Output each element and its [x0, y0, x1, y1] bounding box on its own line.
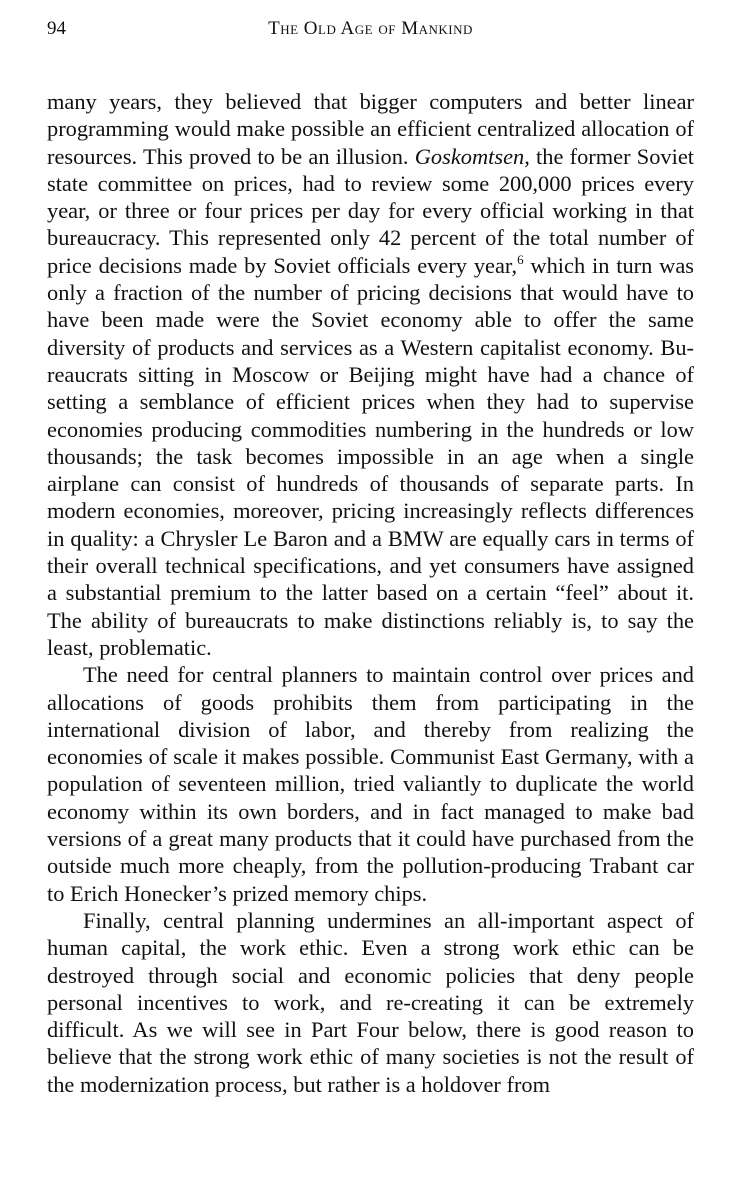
- paragraph-text: The need for central planners to maintain control over prices and allocations of goods prohibits them from participating in the international division of labor, and thereby from realizing the economies of scale it makes possible. Communist East Germany, with a population of seventeen million, tried valiantly to duplicate the world economy within its own borders, and in fact managed to make bad versions of a great many products that it could have purchased from the outside much more cheaply, from the pollution-producing Trabant car to Erich Honecker’s prized memory chips.: [47, 662, 694, 906]
- paragraph-text: Finally, central planning undermines an all-important aspect of human capital, the work ethic. Even a strong work ethic can be destroyed through social and economic policies that deny people personal incentives to work, and re-creating it can be extremely difficult. As we will see in Part Four below, there is good reason to believe that the strong work ethic of many societies is not the result of the modernization process, but rather is a holdover from: [47, 907, 694, 1097]
- running-head: The Old Age of Mankind: [268, 18, 473, 39]
- book-page: [47, 14, 694, 1098]
- italic-term: Goskomtsen,: [414, 143, 530, 169]
- paragraph-text: many years, they believed that bigger computers and better linear programming would make possible an efficient centralized allocation of resources. This proved to be an illusion.: [47, 89, 694, 169]
- page-header: [47, 14, 694, 44]
- page-number: 94: [47, 18, 66, 39]
- footnote-marker: 6: [517, 251, 524, 267]
- paragraph-text: which in turn was only a fraction of the number of pricing decisions that would have to have been made were the Soviet economy able to offer the same diversity of products and services as a Western capitalist economy. Bureaucrats sitting in Moscow or Beijing might have had a chance of setting a semblance of efficient prices when they had to supervise economies producing commodities numbering in the hundreds or low thousands; the task becomes impossible in an age when a single airplane can consist of hundreds of thousands of separate parts. In modern economies, moreover, pricing increasingly reflects differences in quality: a Chrysler Le Baron and a BMW are equally cars in terms of their overall technical specifications, and yet consumers have assigned a substantial premium to the latter based on a certain “feel” about it. The ability of bureaucrats to make distinctions reliably is, to say the least, problematic.: [47, 252, 694, 660]
- paragraph: [47, 907, 694, 1098]
- paragraph-text: the former Soviet state committee on prices, had to review some 200,000 prices every year, or three or four prices per day for every official working in that bureaucracy. This represented only 42 percent of the total number of price decisions made by Soviet officials every year,: [47, 143, 694, 278]
- paragraph: [47, 88, 694, 661]
- paragraph: [47, 661, 694, 907]
- body-text: [47, 88, 694, 1098]
